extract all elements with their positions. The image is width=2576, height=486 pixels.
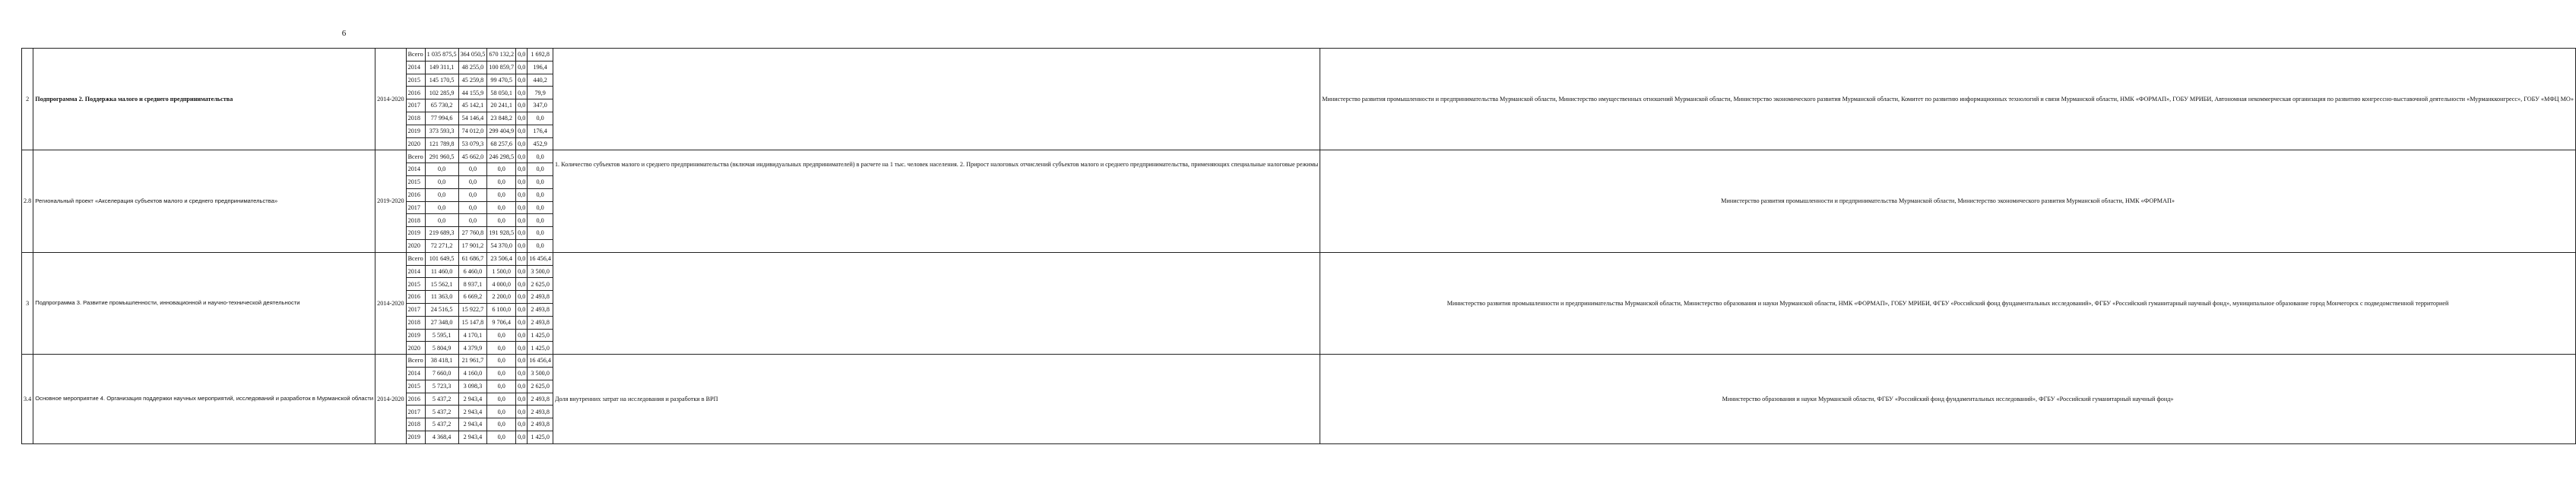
federal-budget-value: 1 500,0 <box>487 265 516 278</box>
total-value: 27 348,0 <box>425 316 458 329</box>
total-value: 121 789,8 <box>425 137 458 150</box>
local-budget-value: 0,0 <box>516 201 528 214</box>
extra-budget-value: 16 456,4 <box>528 252 553 265</box>
extra-budget-value: 1 692,8 <box>528 49 553 62</box>
regional-budget-value: 2 943,4 <box>458 393 487 406</box>
item-indicators: Доля внутренних затрат на исследования и разработки в ВРП <box>553 355 1320 444</box>
total-value: 0,0 <box>425 175 458 188</box>
item-period: 2014-2020 <box>375 252 406 354</box>
extra-budget-value: 3 500,0 <box>528 265 553 278</box>
local-budget-value: 0,0 <box>516 239 528 252</box>
local-budget-value: 0,0 <box>516 291 528 304</box>
total-value: 5 595,1 <box>425 329 458 342</box>
row-year: 2016 <box>406 291 425 304</box>
item-name: Подпрограмма 2. Поддержка малого и среднего предпринимательства <box>33 49 375 150</box>
item-responsible: Министерство развития промышленности и предпринимательства Мурманской области, Министерство имущественных отношений Мурманской области, Министерство экономического развития Мурманской области, Комитет по развитию информационных технологий и связи Мурманской области, НМК «ФОРМАП», ГОБУ МРИБИ, Автономная некоммерческая организация по развитию конгрессно-выставочной деятельности «Мурманкконгресс», ГОБУ «МФЦ МО» <box>1320 49 2576 150</box>
row-year: 2017 <box>406 99 425 112</box>
total-value: 7 660,0 <box>425 367 458 380</box>
total-value: 102 285,9 <box>425 87 458 99</box>
item-indicators <box>553 49 1320 150</box>
total-value: 149 311,1 <box>425 61 458 74</box>
page-number: 6 <box>341 29 347 38</box>
local-budget-value: 0,0 <box>516 393 528 406</box>
local-budget-value: 0,0 <box>516 329 528 342</box>
item-number: 2 <box>22 49 33 150</box>
row-year: 2016 <box>406 188 425 201</box>
row-year: 2018 <box>406 214 425 227</box>
row-year: 2016 <box>406 87 425 99</box>
local-budget-value: 0,0 <box>516 175 528 188</box>
item-number: 3 <box>22 252 33 354</box>
federal-budget-value: 246 298,5 <box>487 150 516 163</box>
regional-budget-value: 8 937,1 <box>458 278 487 291</box>
local-budget-value: 0,0 <box>516 227 528 240</box>
federal-budget-value: 6 100,0 <box>487 303 516 316</box>
regional-budget-value: 0,0 <box>458 201 487 214</box>
regional-budget-value: 21 961,7 <box>458 355 487 368</box>
extra-budget-value: 2 625,0 <box>528 278 553 291</box>
item-name: Основное мероприятие 4. Организация поддержки научных мероприятий, исследований и разработок в Мурманской области <box>33 355 375 444</box>
row-year: 2014 <box>406 367 425 380</box>
local-budget-value: 0,0 <box>516 49 528 62</box>
row-year: 2020 <box>406 239 425 252</box>
federal-budget-value: 4 000,0 <box>487 278 516 291</box>
program-funding-table <box>21 48 2576 444</box>
regional-budget-value: 0,0 <box>458 188 487 201</box>
local-budget-value: 0,0 <box>516 137 528 150</box>
federal-budget-value: 23 848,2 <box>487 112 516 125</box>
extra-budget-value: 3 500,0 <box>528 367 553 380</box>
extra-budget-value: 0,0 <box>528 188 553 201</box>
local-budget-value: 0,0 <box>516 214 528 227</box>
row-year: 2015 <box>406 278 425 291</box>
federal-budget-value: 299 404,9 <box>487 125 516 137</box>
regional-budget-value: 6 669,2 <box>458 291 487 304</box>
extra-budget-value: 0,0 <box>528 227 553 240</box>
extra-budget-value: 2 493,8 <box>528 303 553 316</box>
local-budget-value: 0,0 <box>516 355 528 368</box>
row-year: 2019 <box>406 431 425 443</box>
total-value: 101 649,5 <box>425 252 458 265</box>
extra-budget-value: 176,4 <box>528 125 553 137</box>
local-budget-value: 0,0 <box>516 188 528 201</box>
federal-budget-value: 23 506,4 <box>487 252 516 265</box>
local-budget-value: 0,0 <box>516 431 528 443</box>
local-budget-value: 0,0 <box>516 112 528 125</box>
total-value: 5 723,3 <box>425 380 458 393</box>
regional-budget-value: 2 943,4 <box>458 406 487 418</box>
item-name: Региональный проект «Акселерация субъектов малого и среднего предпринимательства» <box>33 150 375 252</box>
federal-budget-value: 99 470,5 <box>487 74 516 87</box>
regional-budget-value: 364 050,5 <box>458 49 487 62</box>
extra-budget-value: 0,0 <box>528 214 553 227</box>
total-value: 5 437,2 <box>425 418 458 431</box>
item-number: 2.8 <box>22 150 33 252</box>
local-budget-value: 0,0 <box>516 163 528 176</box>
local-budget-value: 0,0 <box>516 278 528 291</box>
extra-budget-value: 79,9 <box>528 87 553 99</box>
federal-budget-value: 0,0 <box>487 214 516 227</box>
extra-budget-value: 347,0 <box>528 99 553 112</box>
item-responsible: Министерство развития промышленности и предпринимательства Мурманской области, Министерство экономического развития Мурманской области, НМК «ФОРМАП» <box>1320 150 2576 252</box>
total-value: 72 271,2 <box>425 239 458 252</box>
row-year: 2019 <box>406 227 425 240</box>
extra-budget-value: 2 493,8 <box>528 316 553 329</box>
total-value: 0,0 <box>425 163 458 176</box>
extra-budget-value: 2 625,0 <box>528 380 553 393</box>
federal-budget-value: 0,0 <box>487 329 516 342</box>
row-year: 2015 <box>406 380 425 393</box>
extra-budget-value: 1 425,0 <box>528 342 553 355</box>
local-budget-value: 0,0 <box>516 74 528 87</box>
local-budget-value: 0,0 <box>516 380 528 393</box>
regional-budget-value: 44 155,9 <box>458 87 487 99</box>
total-value: 0,0 <box>425 188 458 201</box>
regional-budget-value: 0,0 <box>458 175 487 188</box>
extra-budget-value: 0,0 <box>528 163 553 176</box>
row-year: 2018 <box>406 316 425 329</box>
federal-budget-value: 670 132,2 <box>487 49 516 62</box>
extra-budget-value: 0,0 <box>528 201 553 214</box>
extra-budget-value: 0,0 <box>528 175 553 188</box>
total-value: 15 562,1 <box>425 278 458 291</box>
item-responsible: Министерство образования и науки Мурманской области, ФГБУ «Российский фонд фундаментальных исследований», ФГБУ «Российский гуманитарный научный фонд» <box>1320 355 2576 444</box>
table-row <box>22 252 2576 265</box>
row-year: 2015 <box>406 74 425 87</box>
item-responsible: Министерство развития промышленности и предпринимательства Мурманской области, Министерство образования и науки Мурманской области, НМК «ФОРМАП», ГОБУ МРИБИ, ФГБУ «Российский фонд фундаментальных исследований», ФГБУ «Российский гуманитарный научный фонд», муниципальное образование город Мончегорск с подведомственной территорией <box>1320 252 2576 354</box>
federal-budget-value: 100 859,7 <box>487 61 516 74</box>
total-value: 145 170,5 <box>425 74 458 87</box>
local-budget-value: 0,0 <box>516 316 528 329</box>
extra-budget-value: 1 425,0 <box>528 431 553 443</box>
row-year: 2019 <box>406 329 425 342</box>
total-value: 373 593,3 <box>425 125 458 137</box>
federal-budget-value: 0,0 <box>487 367 516 380</box>
item-name: Подпрограмма 3. Развитие промышленности, инновационной и научно-технической деятельности <box>33 252 375 354</box>
local-budget-value: 0,0 <box>516 303 528 316</box>
extra-budget-value: 1 425,0 <box>528 329 553 342</box>
regional-budget-value: 45 662,0 <box>458 150 487 163</box>
local-budget-value: 0,0 <box>516 418 528 431</box>
regional-budget-value: 3 098,3 <box>458 380 487 393</box>
row-year: 2020 <box>406 342 425 355</box>
item-period: 2014-2020 <box>375 355 406 444</box>
regional-budget-value: 0,0 <box>458 163 487 176</box>
regional-budget-value: 4 160,0 <box>458 367 487 380</box>
extra-budget-value: 16 456,4 <box>528 355 553 368</box>
federal-budget-value: 0,0 <box>487 393 516 406</box>
total-value: 0,0 <box>425 214 458 227</box>
federal-budget-value: 0,0 <box>487 406 516 418</box>
row-year: 2017 <box>406 201 425 214</box>
local-budget-value: 0,0 <box>516 61 528 74</box>
regional-budget-value: 54 146,4 <box>458 112 487 125</box>
row-year: 2018 <box>406 418 425 431</box>
local-budget-value: 0,0 <box>516 252 528 265</box>
row-year: Всего <box>406 150 425 163</box>
extra-budget-value: 2 493,8 <box>528 406 553 418</box>
extra-budget-value: 2 493,8 <box>528 291 553 304</box>
extra-budget-value: 196,4 <box>528 61 553 74</box>
row-year: 2014 <box>406 265 425 278</box>
extra-budget-value: 452,9 <box>528 137 553 150</box>
federal-budget-value: 58 050,1 <box>487 87 516 99</box>
federal-budget-value: 9 706,4 <box>487 316 516 329</box>
local-budget-value: 0,0 <box>516 367 528 380</box>
item-period: 2019-2020 <box>375 150 406 252</box>
total-value: 5 437,2 <box>425 406 458 418</box>
row-year: 2016 <box>406 393 425 406</box>
row-year: 2018 <box>406 112 425 125</box>
regional-budget-value: 2 943,4 <box>458 418 487 431</box>
regional-budget-value: 6 460,0 <box>458 265 487 278</box>
row-year: 2019 <box>406 125 425 137</box>
regional-budget-value: 45 142,1 <box>458 99 487 112</box>
total-value: 5 437,2 <box>425 393 458 406</box>
regional-budget-value: 17 901,2 <box>458 239 487 252</box>
row-year: Всего <box>406 49 425 62</box>
regional-budget-value: 74 012,0 <box>458 125 487 137</box>
extra-budget-value: 0,0 <box>528 239 553 252</box>
table-row <box>22 150 2576 163</box>
total-value: 24 516,5 <box>425 303 458 316</box>
regional-budget-value: 2 943,4 <box>458 431 487 443</box>
regional-budget-value: 0,0 <box>458 214 487 227</box>
row-year: 2017 <box>406 303 425 316</box>
row-year: Всего <box>406 252 425 265</box>
table-row <box>22 355 2576 368</box>
federal-budget-value: 54 370,0 <box>487 239 516 252</box>
item-indicators: 1. Количество субъектов малого и среднего предпринимательства (включая индивидуальных предпринимателей) в расчете на 1 тыс. человек населения. 2. Прирост налоговых отчислений субъектов малого и среднего предпринимательства, применяющих специальные налоговые режимы <box>553 150 1320 252</box>
row-year: Всего <box>406 355 425 368</box>
row-year: 2015 <box>406 175 425 188</box>
regional-budget-value: 53 079,3 <box>458 137 487 150</box>
total-value: 4 368,4 <box>425 431 458 443</box>
federal-budget-value: 0,0 <box>487 355 516 368</box>
total-value: 11 363,0 <box>425 291 458 304</box>
regional-budget-value: 4 379,9 <box>458 342 487 355</box>
federal-budget-value: 0,0 <box>487 175 516 188</box>
federal-budget-value: 191 928,5 <box>487 227 516 240</box>
item-period: 2014-2020 <box>375 49 406 150</box>
local-budget-value: 0,0 <box>516 265 528 278</box>
local-budget-value: 0,0 <box>516 125 528 137</box>
federal-budget-value: 0,0 <box>487 188 516 201</box>
row-year: 2014 <box>406 61 425 74</box>
total-value: 11 460,0 <box>425 265 458 278</box>
federal-budget-value: 0,0 <box>487 201 516 214</box>
local-budget-value: 0,0 <box>516 87 528 99</box>
row-year: 2020 <box>406 137 425 150</box>
local-budget-value: 0,0 <box>516 150 528 163</box>
total-value: 0,0 <box>425 201 458 214</box>
extra-budget-value: 2 493,8 <box>528 393 553 406</box>
total-value: 1 035 875,5 <box>425 49 458 62</box>
federal-budget-value: 68 257,6 <box>487 137 516 150</box>
table-row <box>22 49 2576 62</box>
federal-budget-value: 2 200,0 <box>487 291 516 304</box>
extra-budget-value: 0,0 <box>528 150 553 163</box>
federal-budget-value: 20 241,1 <box>487 99 516 112</box>
extra-budget-value: 440,2 <box>528 74 553 87</box>
extra-budget-value: 2 493,8 <box>528 418 553 431</box>
total-value: 5 804,9 <box>425 342 458 355</box>
regional-budget-value: 27 760,8 <box>458 227 487 240</box>
row-year: 2014 <box>406 163 425 176</box>
total-value: 38 418,1 <box>425 355 458 368</box>
total-value: 219 689,3 <box>425 227 458 240</box>
federal-budget-value: 0,0 <box>487 431 516 443</box>
federal-budget-value: 0,0 <box>487 163 516 176</box>
total-value: 77 994,6 <box>425 112 458 125</box>
extra-budget-value: 0,0 <box>528 112 553 125</box>
regional-budget-value: 61 686,7 <box>458 252 487 265</box>
item-indicators <box>553 252 1320 354</box>
federal-budget-value: 0,0 <box>487 342 516 355</box>
regional-budget-value: 45 259,8 <box>458 74 487 87</box>
item-number: 3.4 <box>22 355 33 444</box>
total-value: 291 960,5 <box>425 150 458 163</box>
regional-budget-value: 15 147,8 <box>458 316 487 329</box>
federal-budget-value: 0,0 <box>487 418 516 431</box>
regional-budget-value: 15 922,7 <box>458 303 487 316</box>
regional-budget-value: 48 255,0 <box>458 61 487 74</box>
row-year: 2017 <box>406 406 425 418</box>
federal-budget-value: 0,0 <box>487 380 516 393</box>
total-value: 65 730,2 <box>425 99 458 112</box>
local-budget-value: 0,0 <box>516 99 528 112</box>
local-budget-value: 0,0 <box>516 342 528 355</box>
regional-budget-value: 4 170,1 <box>458 329 487 342</box>
local-budget-value: 0,0 <box>516 406 528 418</box>
